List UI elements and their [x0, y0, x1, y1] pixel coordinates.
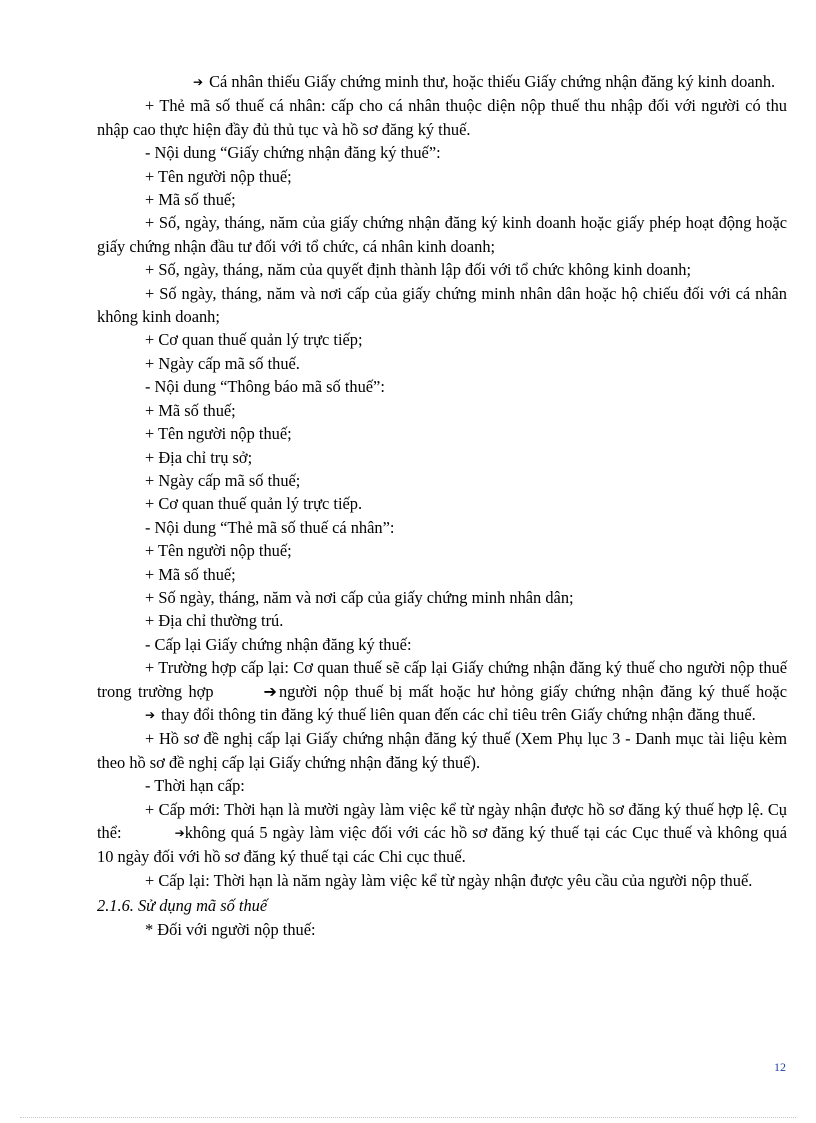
paragraph-text: + Cấp mới: Thời hạn là mười ngày làm việc kể từ ngày nhận được hồ sơ đăng ký thuế hợp lệ. Cụ thể:: [97, 799, 787, 842]
paragraph: + Số ngày, tháng, năm và nơi cấp của giấy chứng minh nhân dân;: [145, 587, 574, 607]
paragraph: + Địa chỉ thường trú.: [145, 611, 284, 631]
arrow-right-icon: ➔: [174, 826, 185, 840]
paragraph: + Tên người nộp thuế;: [145, 424, 292, 444]
paragraph: + Cơ quan thuế quản lý trực tiếp;: [145, 330, 363, 350]
page-number: 12: [774, 1060, 786, 1074]
paragraph-arrow: [97, 70, 787, 94]
arrow-right-icon: ➔: [263, 681, 277, 701]
paragraph: + Cấp lại: Thời hạn là năm ngày làm việc kể từ ngày nhận được yêu cầu của người nộp thuế.: [145, 870, 753, 890]
paragraph: - Nội dung “Thẻ mã số thuế cá nhân”:: [145, 517, 395, 537]
footer-divider: [20, 1117, 796, 1118]
paragraph-text: không quá 5 ngày làm việc đối với các hồ sơ đăng ký thuế tại các Cục thuế và không quá 10 ngày đối với hồ sơ đăng ký thuế tại các Chi cục thuế.: [97, 823, 787, 867]
paragraph: + Hồ sơ đề nghị cấp lại Giấy chứng nhận đăng ký thuế (Xem Phụ lục 3 - Danh mục tài liệu kèm theo hồ sơ đề nghị cấp lại Giấy chứng nhận đăng ký thuế).: [97, 729, 787, 772]
paragraph: - Nội dung “Giấy chứng nhận đăng ký thuế”:: [145, 143, 441, 163]
paragraph: + Tên người nộp thuế;: [145, 166, 292, 186]
paragraph: + Số, ngày, tháng, năm của quyết định thành lập đối với tổ chức không kinh doanh;: [145, 260, 692, 280]
paragraph: + Tên người nộp thuế;: [145, 541, 292, 561]
paragraph: - Cấp lại Giấy chứng nhận đăng ký thuế:: [145, 634, 412, 654]
paragraph: - Thời hạn cấp:: [145, 776, 245, 796]
paragraph: + Ngày cấp mã số thuế;: [145, 470, 301, 490]
paragraph-text: + Trường hợp cấp lại: Cơ quan thuế sẽ cấp lại Giấy chứng nhận đăng ký thuế cho người nộp thuế trong trường hợp: [97, 658, 787, 701]
paragraph-text: Cá nhân thiếu Giấy chứng minh thư, hoặc thiếu Giấy chứng nhận đăng ký kinh doanh.: [209, 72, 776, 91]
paragraph: * Đối với người nộp thuế:: [145, 919, 316, 939]
arrow-right-icon: ➔: [193, 75, 204, 89]
paragraph: + Số ngày, tháng, năm và nơi cấp của giấy chứng minh nhân dân hoặc hộ chiếu đối với cá nhân không kinh doanh;: [97, 283, 787, 327]
paragraph: + Địa chỉ trụ sở;: [145, 447, 253, 467]
paragraph: - Nội dung “Thông báo mã số thuế”:: [145, 377, 385, 397]
section-heading: 2.1.6. Sử dụng mã số thuế: [97, 896, 268, 916]
paragraph: + Mã số thuế;: [145, 564, 236, 584]
paragraph: + Thẻ mã số thuế cá nhân: cấp cho cá nhân thuộc diện nộp thuế thu nhập đối với người có thu nhập cao thực hiện đầy đủ thủ tục và hồ sơ đăng ký thuế.: [97, 96, 787, 139]
paragraph-reissue-cases: [97, 656, 787, 727]
paragraph: + Ngày cấp mã số thuế.: [145, 353, 300, 373]
paragraph: + Mã số thuế;: [145, 400, 236, 420]
paragraph: + Số, ngày, tháng, năm của giấy chứng nhận đăng ký kinh doanh hoặc giấy phép hoạt động hoặc giấy chứng nhận đầu tư đối với tổ chức, cá nhân kinh doanh;: [97, 213, 787, 256]
paragraph-new-issue: [97, 798, 787, 869]
paragraph-text: thay đổi thông tin đăng ký thuế liên quan đến các chỉ tiêu trên Giấy chứng nhận đăng thuế.: [161, 704, 756, 724]
paragraph: + Cơ quan thuế quản lý trực tiếp.: [145, 494, 363, 514]
arrow-right-icon: ➔: [145, 707, 156, 722]
paragraph: + Mã số thuế;: [145, 190, 236, 210]
paragraph-text: người nộp thuế bị mất hoặc hư hỏng giấy chứng nhận đăng ký thuế hoặc: [278, 681, 787, 701]
document-body: [97, 70, 787, 941]
